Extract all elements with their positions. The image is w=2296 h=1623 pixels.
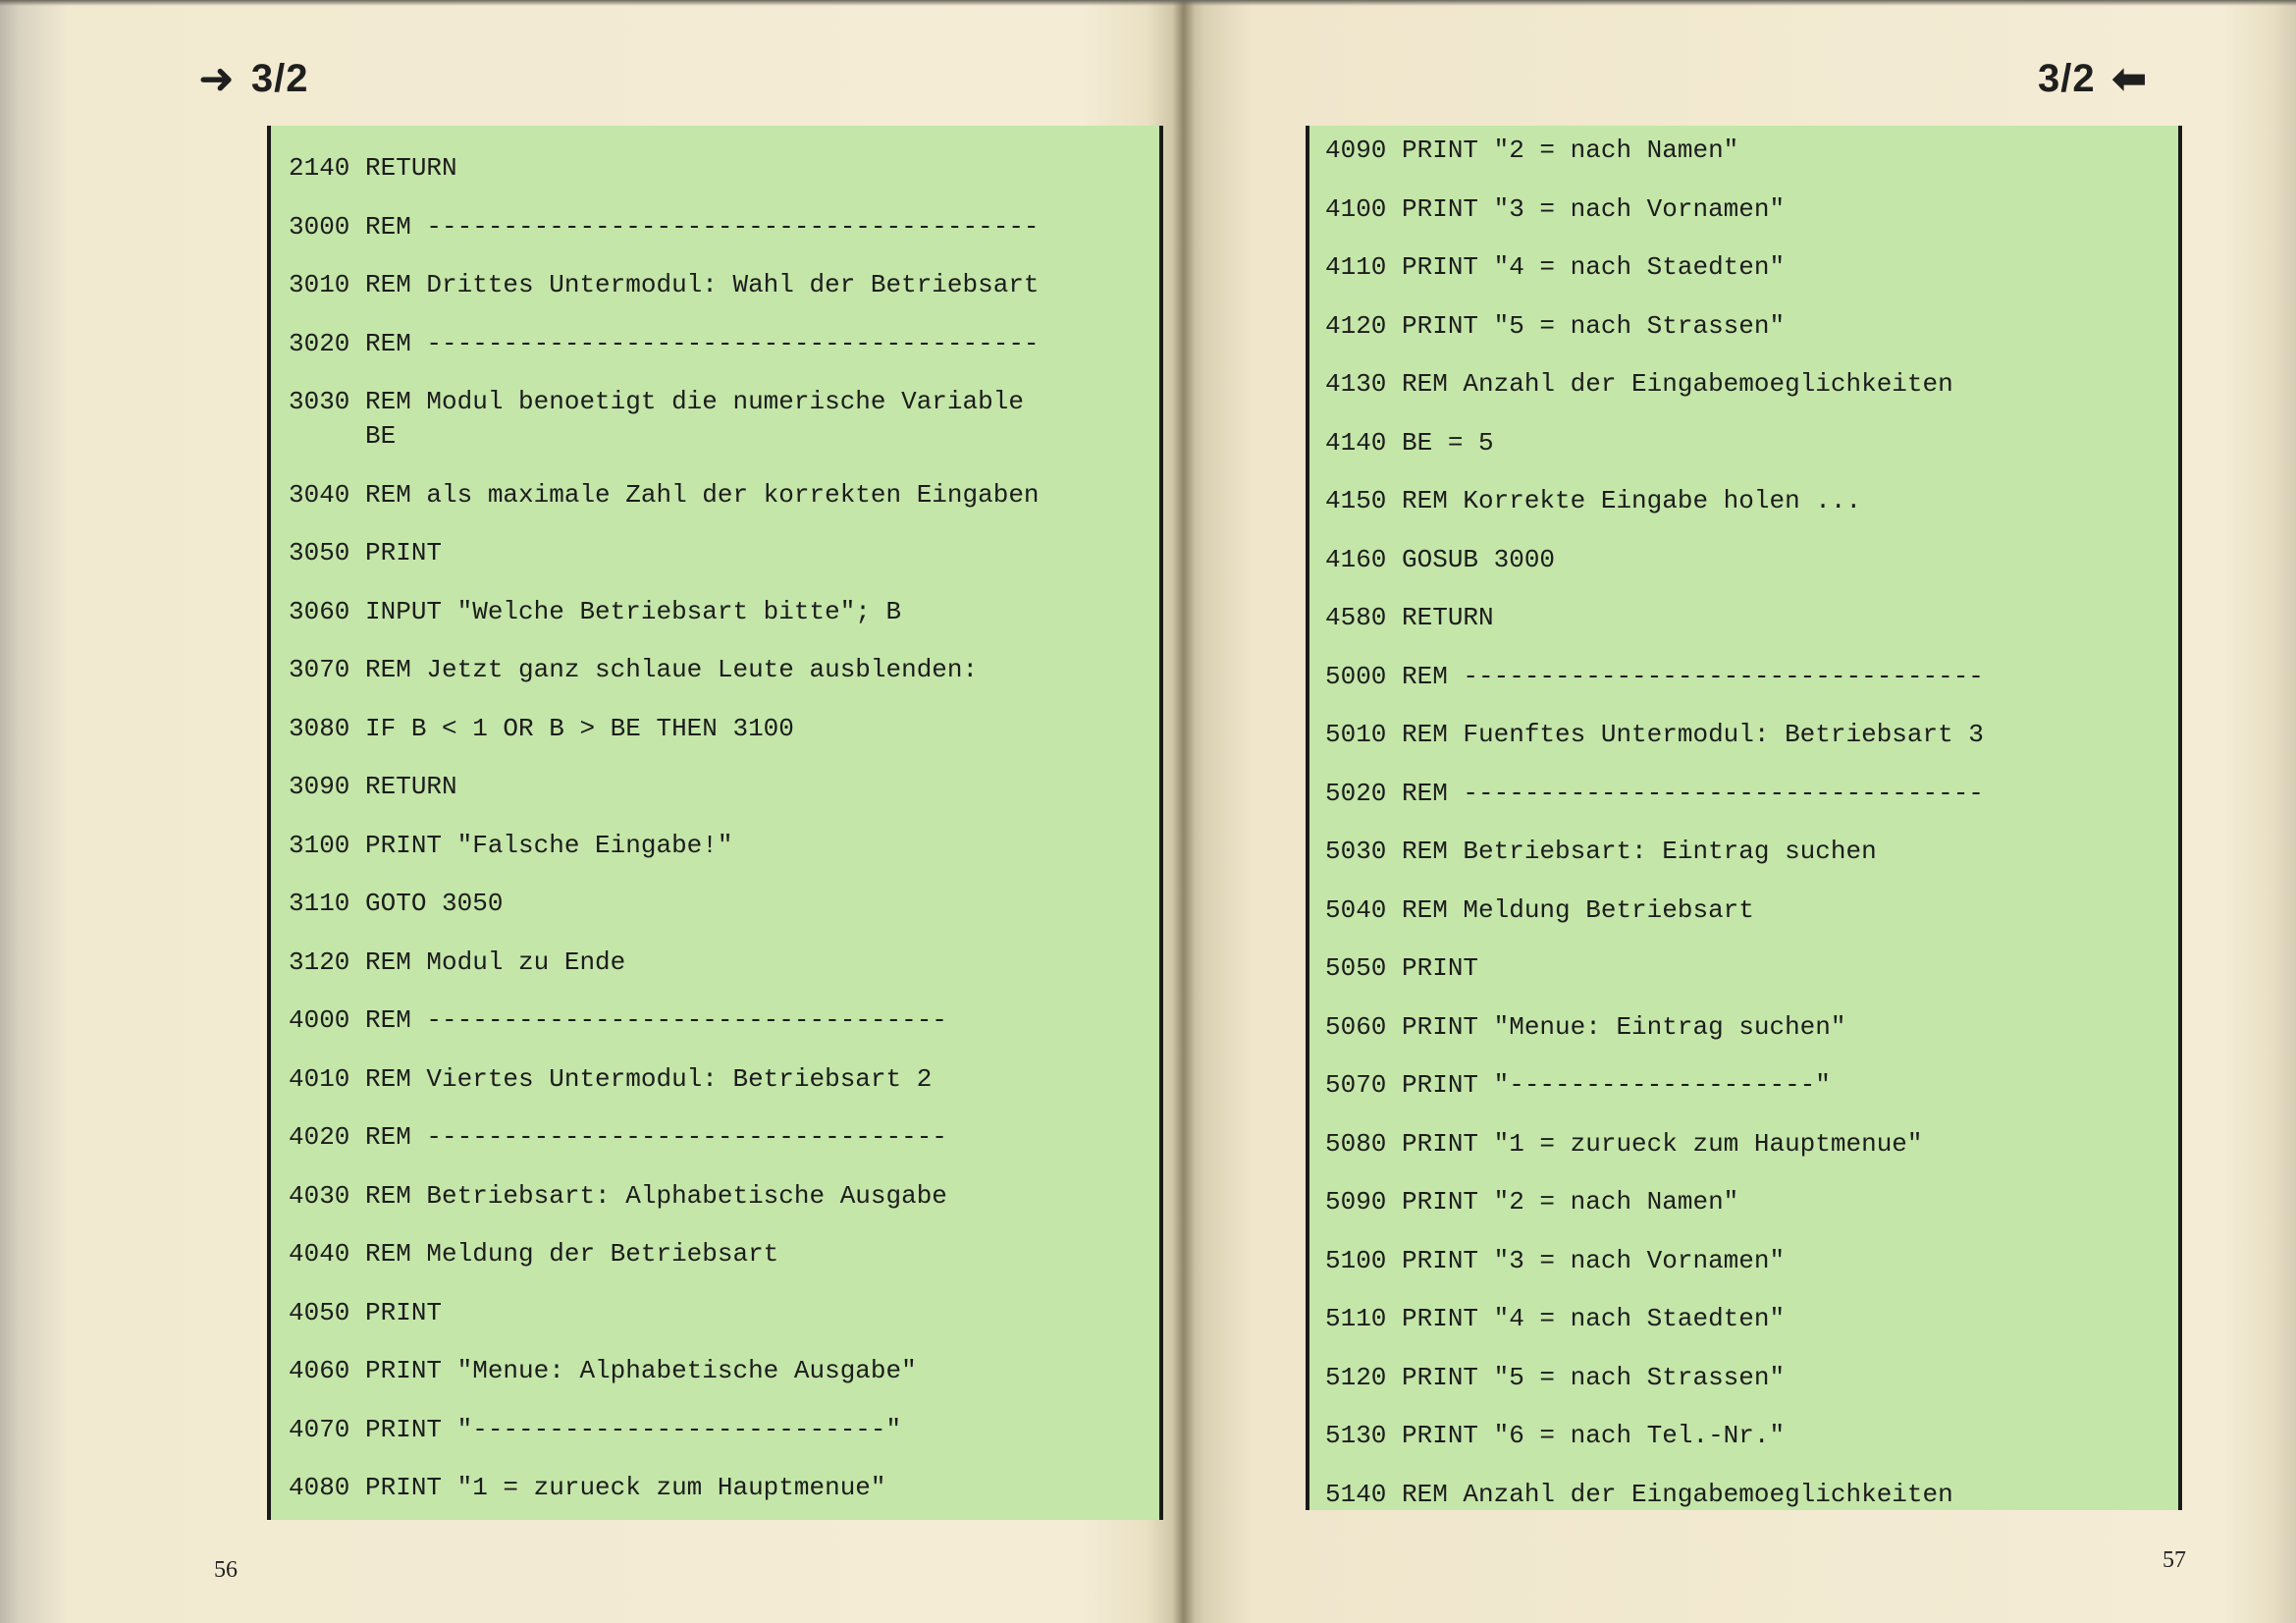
code-line: 4070 PRINT "---------------------------" (289, 1414, 902, 1444)
code-line: 2140 RETURN (289, 153, 457, 183)
code-line: 3010 REM Drittes Untermodul: Wahl der Betriebsart (289, 270, 1040, 299)
code-line: 3110 GOTO 3050 (289, 889, 504, 918)
code-line: 5070 PRINT "--------------------" (1325, 1070, 1831, 1100)
section-reference-right (2038, 53, 2149, 104)
code-line: 3030 REM Modul benoetigt die numerische Variable BE (289, 387, 1024, 451)
code-line: 5140 REM Anzahl der Eingabemoeglichkeiten (1325, 1479, 1953, 1509)
code-line: 5010 REM Fuenftes Untermodul: Betriebsart 3 (1325, 720, 1984, 749)
code-lines-right (1309, 126, 2178, 1512)
code-line: 4010 REM Viertes Untermodul: Betriebsart 2 (289, 1063, 933, 1094)
page-number-left: 56 (214, 1557, 238, 1583)
code-line: 4090 PRINT "2 = nach Namen" (1325, 135, 1739, 165)
code-line: 4030 REM Betriebsart: Alphabetische Ausgabe (289, 1180, 947, 1211)
code-line: 3040 REM als maximale Zahl der korrekten Eingaben (289, 479, 1040, 510)
code-line: 5030 REM Betriebsart: Eintrag suchen (1325, 837, 1877, 866)
code-line: 5040 REM Meldung Betriebsart (1325, 894, 1754, 925)
code-line: 4140 BE = 5 (1325, 427, 1494, 458)
code-line: 4100 PRINT "3 = nach Vornamen" (1325, 193, 1786, 224)
code-line: 5060 PRINT "Menue: Eintrag suchen" (1325, 1011, 1846, 1042)
code-line: 4130 REM Anzahl der Eingabemoeglichkeiten (1325, 369, 1953, 399)
code-line: 4580 RETURN (1325, 603, 1494, 632)
code-line: 4040 REM Meldung der Betriebsart (289, 1239, 779, 1269)
code-line: 5130 PRINT "6 = nach Tel.-Nr." (1325, 1421, 1786, 1450)
code-line: 5050 PRINT (1325, 953, 1479, 983)
code-line: 3100 PRINT "Falsche Eingabe!" (289, 830, 733, 860)
right-arrow-icon: ➜ (198, 53, 236, 104)
code-lines-left (271, 126, 1159, 1505)
code-line: 5120 PRINT "5 = nach Strassen" (1325, 1362, 1786, 1392)
code-line: 4120 PRINT "5 = nach Strassen" (1325, 310, 1786, 341)
code-line: 4050 PRINT (289, 1297, 443, 1327)
code-listing-left (267, 126, 1163, 1520)
code-line: 5000 REM ---------------------------------- (1325, 661, 1984, 691)
code-line: 3070 REM Jetzt ganz schlaue Leute ausblenden: (289, 655, 979, 684)
code-line: 5020 REM ---------------------------------- (1325, 778, 1984, 808)
code-line: 4160 GOSUB 3000 (1325, 544, 1556, 574)
code-line: 4020 REM ---------------------------------- (289, 1122, 947, 1152)
code-line: 4080 PRINT "1 = zurueck zum Hauptmenue" (289, 1473, 886, 1502)
code-line: 3020 REM ---------------------------------------- (289, 328, 1040, 358)
page-number-right: 57 (2163, 1547, 2186, 1573)
code-line: 3050 PRINT (289, 538, 443, 568)
code-line: 3090 RETURN (289, 772, 457, 801)
code-line: 4150 REM Korrekte Eingabe holen ... (1325, 486, 1862, 515)
scan-top-edge (0, 0, 2296, 6)
book-gutter (1173, 0, 1195, 1623)
section-ref-text: 3/2 (2038, 57, 2096, 100)
right-page (1183, 0, 2296, 1623)
code-line: 3060 INPUT "Welche Betriebsart bitte"; B (289, 596, 902, 626)
code-listing-right (1306, 126, 2182, 1510)
code-line: 3120 REM Modul zu Ende (289, 947, 626, 977)
section-reference-left (198, 53, 309, 104)
code-line: 4110 PRINT "4 = nach Staedten" (1325, 252, 1786, 282)
left-arrow-icon: ⬅ (2110, 53, 2149, 104)
section-ref-text: 3/2 (250, 57, 309, 100)
code-line: 4000 REM ---------------------------------- (289, 1005, 947, 1035)
code-line: 5110 PRINT "4 = nach Staedten" (1325, 1304, 1786, 1333)
code-line: 5090 PRINT "2 = nach Namen" (1325, 1187, 1739, 1217)
code-line: 4060 PRINT "Menue: Alphabetische Ausgabe" (289, 1356, 917, 1385)
code-line: 3000 REM ---------------------------------------- (289, 211, 1040, 242)
code-line: 3080 IF B < 1 OR B > BE THEN 3100 (289, 713, 794, 743)
code-line: 5080 PRINT "1 = zurueck zum Hauptmenue" (1325, 1128, 1923, 1159)
code-line: 5100 PRINT "3 = nach Vornamen" (1325, 1245, 1786, 1275)
